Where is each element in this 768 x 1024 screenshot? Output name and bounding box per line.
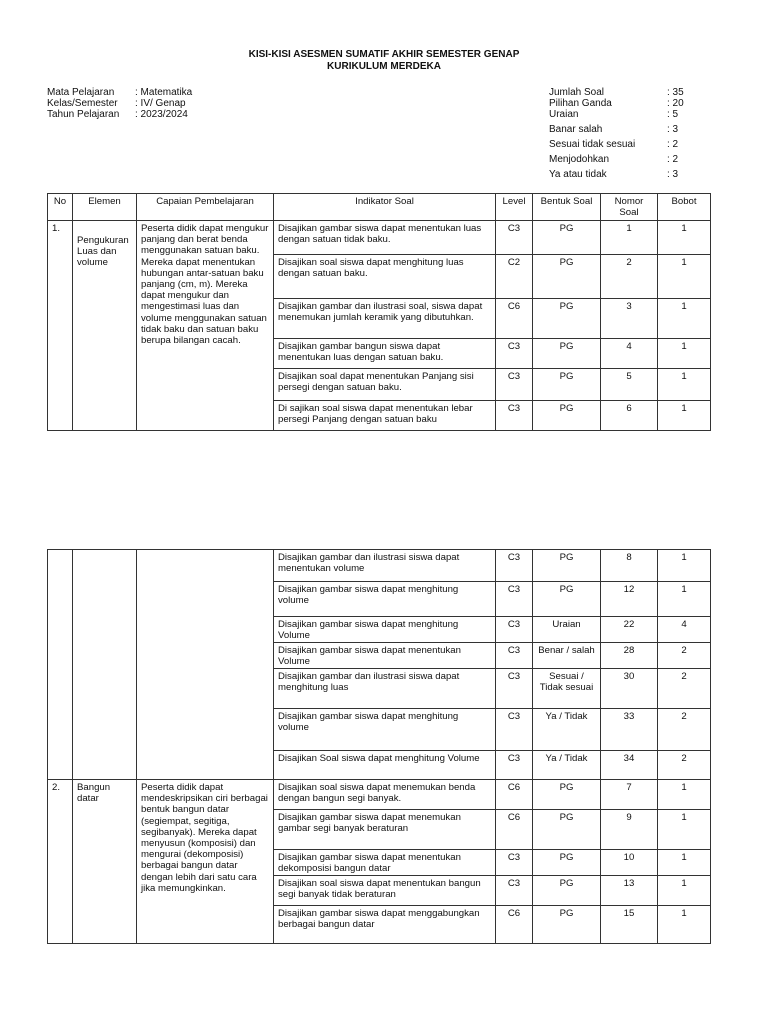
table-row [48, 780, 711, 810]
cell-bentuk: PG [533, 810, 601, 850]
info-label: Ya atau tidak [549, 169, 607, 180]
cell-bentuk: Sesuai / Tidak sesuai [533, 669, 601, 709]
cell-bobot: 2 [658, 709, 711, 751]
header-indikator: Indikator Soal [274, 194, 496, 221]
cell-bobot: 1 [658, 299, 711, 339]
cell-level: C3 [496, 751, 533, 780]
info-value: : 3 [667, 169, 679, 180]
table-row [48, 221, 711, 255]
cell-level: C3 [496, 339, 533, 369]
info-label: Banar salah [549, 124, 603, 135]
cell-bobot: 1 [658, 255, 711, 299]
info-value: : IV/ Genap [135, 98, 186, 109]
cell-bentuk: Ya / Tidak [533, 751, 601, 780]
cell-level: C3 [496, 582, 533, 617]
cell-indikator: Disajikan gambar dan ilustrasi siswa dapat menghitung luas [274, 669, 496, 709]
cell-indikator: Disajikan gambar siswa dapat menggabungkan berbagai bangun datar [274, 906, 496, 944]
header-level: Level [496, 194, 533, 221]
cell-nomor: 13 [601, 876, 658, 906]
cell-indikator: Disajikan soal siswa dapat menghitung luas dengan satuan baku. [274, 255, 496, 299]
row-capaian [137, 550, 274, 780]
cell-level: C6 [496, 906, 533, 944]
cell-bentuk: PG [533, 550, 601, 582]
cell-nomor: 15 [601, 906, 658, 944]
cell-level: C3 [496, 709, 533, 751]
row-no: 1. [48, 221, 73, 431]
cell-level: C3 [496, 850, 533, 876]
cell-level: C3 [496, 401, 533, 431]
cell-bentuk: PG [533, 339, 601, 369]
cell-level: C3 [496, 369, 533, 401]
cell-bobot: 1 [658, 906, 711, 944]
header-bentuk: Bentuk Soal [533, 194, 601, 221]
cell-indikator: Disajikan gambar siswa dapat menghitung volume [274, 582, 496, 617]
cell-nomor: 30 [601, 669, 658, 709]
cell-bobot: 2 [658, 643, 711, 669]
header-bobot: Bobot [658, 194, 711, 221]
cell-indikator: Disajikan gambar siswa dapat menghitung volume [274, 709, 496, 751]
cell-bobot: 1 [658, 810, 711, 850]
cell-nomor: 28 [601, 643, 658, 669]
table-row [48, 550, 711, 582]
cell-level: C3 [496, 876, 533, 906]
info-label: Kelas/Semester [47, 98, 118, 109]
cell-nomor: 1 [601, 221, 658, 255]
cell-indikator: Disajikan gambar siswa dapat menentukan luas dengan satuan tidak baku. [274, 221, 496, 255]
cell-nomor: 10 [601, 850, 658, 876]
cell-bentuk: PG [533, 850, 601, 876]
cell-nomor: 34 [601, 751, 658, 780]
cell-indikator: Disajikan soal siswa dapat menentukan bangun segi banyak tidak beraturan [274, 876, 496, 906]
cell-bobot: 1 [658, 401, 711, 431]
cell-nomor: 2 [601, 255, 658, 299]
info-label: Sesuai tidak sesuai [549, 139, 636, 150]
cell-bentuk: PG [533, 780, 601, 810]
cell-nomor: 4 [601, 339, 658, 369]
cell-indikator: Disajikan gambar dan ilustrasi soal, siswa dapat menemukan jumlah keramik yang dibutuhkan. [274, 299, 496, 339]
cell-bobot: 1 [658, 221, 711, 255]
cell-bobot: 1 [658, 369, 711, 401]
info-value: : 2 [667, 154, 679, 165]
cell-nomor: 22 [601, 617, 658, 643]
info-label: Pilihan Ganda [549, 98, 612, 109]
info-label: Uraian [549, 109, 579, 120]
cell-bentuk: Uraian [533, 617, 601, 643]
cell-bentuk: PG [533, 876, 601, 906]
cell-level: C2 [496, 255, 533, 299]
cell-level: C3 [496, 550, 533, 582]
info-label: Jumlah Soal [549, 87, 605, 98]
elemen-text: Pengukuran Luas dan volume [77, 235, 129, 269]
info-label: Mata Pelajaran [47, 87, 115, 98]
header-elemen: Elemen [73, 194, 137, 221]
cell-indikator: Disajikan gambar siswa dapat menentukan Volume [274, 643, 496, 669]
row-no: 2. [48, 780, 73, 944]
header-no: No [48, 194, 73, 221]
row-capaian: Peserta didik dapat mendeskripsikan ciri berbagai bentuk bangun datar (segiempat, segitiga, segibanyak). Mereka dapat menyusun (komposisi) dan mengurai (dekomposisi) berbagai bangun datar dengan lebih dari satu cara jika memungkinkan. [137, 780, 274, 944]
cell-bobot: 1 [658, 850, 711, 876]
cell-bentuk: Benar / salah [533, 643, 601, 669]
cell-bentuk: PG [533, 401, 601, 431]
cell-indikator: Disajikan gambar siswa dapat menghitung Volume [274, 617, 496, 643]
header-capaian: Capaian Pembelajaran [137, 194, 274, 221]
cell-nomor: 5 [601, 369, 658, 401]
cell-bobot: 1 [658, 780, 711, 810]
document-title-line2: KURIKULUM MERDEKA [327, 61, 441, 72]
cell-level: C3 [496, 669, 533, 709]
kisi-kisi-table-page2 [47, 549, 711, 944]
cell-bentuk: PG [533, 255, 601, 299]
cell-level: C6 [496, 299, 533, 339]
info-label: Menjodohkan [549, 154, 610, 165]
cell-bobot: 4 [658, 617, 711, 643]
info-value: : 20 [667, 98, 684, 109]
cell-bobot: 1 [658, 876, 711, 906]
cell-nomor: 3 [601, 299, 658, 339]
cell-indikator: Disajikan Soal siswa dapat menghitung Volume [274, 751, 496, 780]
row-no [48, 550, 73, 780]
cell-bentuk: PG [533, 582, 601, 617]
cell-bentuk: PG [533, 906, 601, 944]
cell-bobot: 1 [658, 582, 711, 617]
cell-nomor: 9 [601, 810, 658, 850]
info-label: Tahun Pelajaran [47, 109, 120, 120]
cell-level: C3 [496, 221, 533, 255]
cell-bentuk: PG [533, 221, 601, 255]
cell-nomor: 7 [601, 780, 658, 810]
header-nomor: Nomor Soal [601, 194, 658, 221]
cell-indikator: Disajikan gambar dan ilustrasi siswa dapat menentukan volume [274, 550, 496, 582]
cell-nomor: 6 [601, 401, 658, 431]
cell-nomor: 8 [601, 550, 658, 582]
cell-nomor: 12 [601, 582, 658, 617]
row-elemen [73, 550, 137, 780]
cell-level: C6 [496, 810, 533, 850]
info-value: : 5 [667, 109, 679, 120]
cell-indikator: Disajikan gambar siswa dapat menemukan gambar segi banyak beraturan [274, 810, 496, 850]
row-elemen: Bangun datar [73, 780, 137, 944]
info-value: : 3 [667, 124, 679, 135]
cell-bobot: 2 [658, 669, 711, 709]
kisi-kisi-table-page1 [47, 193, 711, 431]
cell-indikator: Disajikan gambar siswa dapat menentukan dekomposisi bangun datar [274, 850, 496, 876]
cell-bentuk: PG [533, 299, 601, 339]
table-header-row [48, 194, 711, 221]
cell-bobot: 1 [658, 550, 711, 582]
cell-level: C3 [496, 643, 533, 669]
cell-indikator: Disajikan gambar bangun siswa dapat menentukan luas dengan satuan baku. [274, 339, 496, 369]
row-elemen [73, 221, 137, 431]
cell-bentuk: PG [533, 369, 601, 401]
cell-level: C3 [496, 617, 533, 643]
cell-bentuk: Ya / Tidak [533, 709, 601, 751]
info-value: : Matematika [135, 87, 193, 98]
cell-nomor: 33 [601, 709, 658, 751]
info-value: : 2 [667, 139, 679, 150]
cell-bobot: 1 [658, 339, 711, 369]
cell-indikator: Di sajikan soal siswa dapat menentukan lebar persegi Panjang dengan satuan baku [274, 401, 496, 431]
info-value: : 35 [667, 87, 684, 98]
cell-bobot: 2 [658, 751, 711, 780]
cell-indikator: Disajikan soal dapat menentukan Panjang sisi persegi dengan satuan baku. [274, 369, 496, 401]
cell-indikator: Disajikan soal siswa dapat menemukan benda dengan bangun segi banyak. [274, 780, 496, 810]
document-title-line1: KISI-KISI ASESMEN SUMATIF AKHIR SEMESTER GENAP [248, 49, 520, 60]
cell-level: C6 [496, 780, 533, 810]
row-capaian: Peserta didik dapat mengukur panjang dan berat benda menggunakan satuan baku. Mereka dapat menentukan hubungan antar-satuan baku panjang (cm, m). Mereka dapat mengukur dan mengestimasi luas dan volume menggunakan satuan tidak baku dan satuan baku berupa bilangan cacah. [137, 221, 274, 431]
info-value: : 2023/2024 [135, 109, 188, 120]
